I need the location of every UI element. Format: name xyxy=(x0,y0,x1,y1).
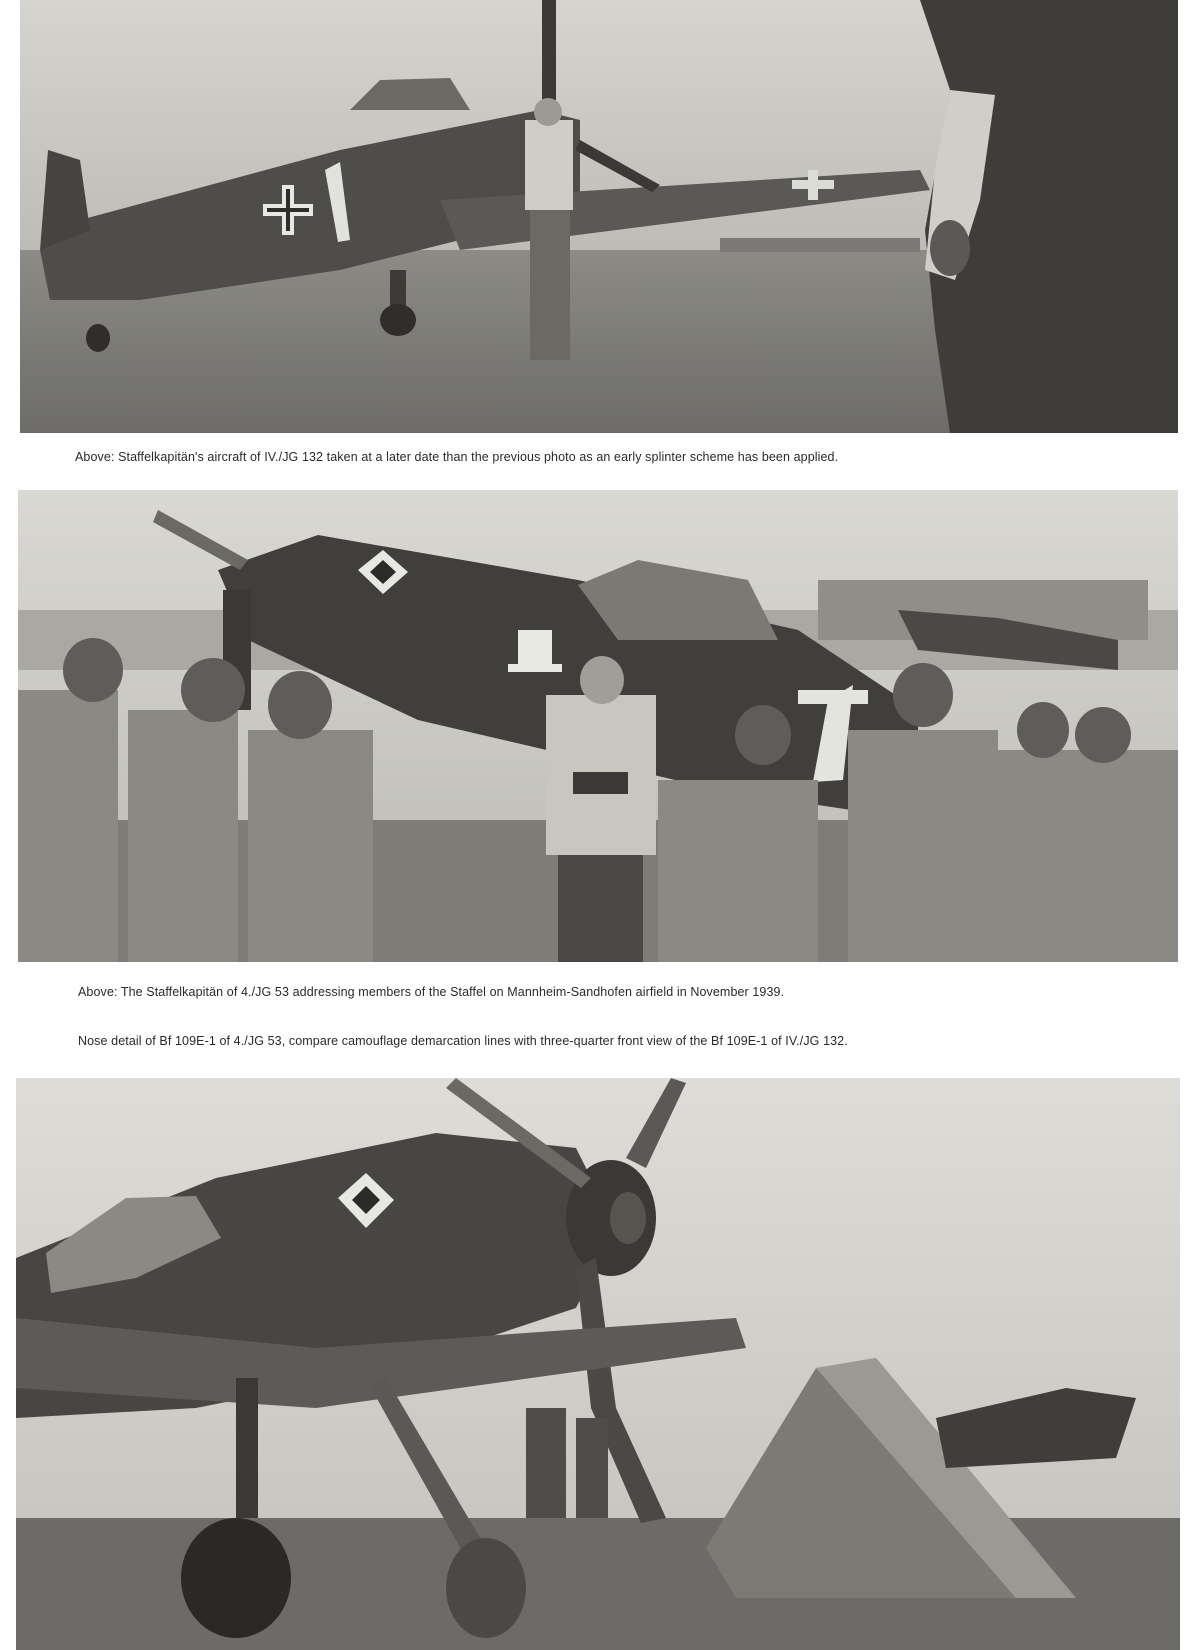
photo-staffel-briefing xyxy=(18,490,1178,962)
photo-nose-detail xyxy=(16,1078,1180,1650)
aircraft-nose-photo xyxy=(16,1078,1180,1650)
aircraft-photo-1 xyxy=(20,0,1178,433)
caption-photo-3: Nose detail of Bf 109E-1 of 4./JG 53, compare camouflage demarcation lines with three-quarter front view of the Bf 109E-1 of IV./JG 132. xyxy=(78,1034,848,1048)
aircraft-crew-photo xyxy=(18,490,1178,962)
caption-photo-2: Above: The Staffelkapitän of 4./JG 53 addressing members of the Staffel on Mannheim-Sandhofen airfield in November 1939. xyxy=(78,985,785,999)
photo-aircraft-jg132 xyxy=(20,0,1178,433)
caption-photo-1: Above: Staffelkapitän's aircraft of IV./JG 132 taken at a later date than the previous photo as an early splinter scheme has been applied. xyxy=(75,450,839,464)
